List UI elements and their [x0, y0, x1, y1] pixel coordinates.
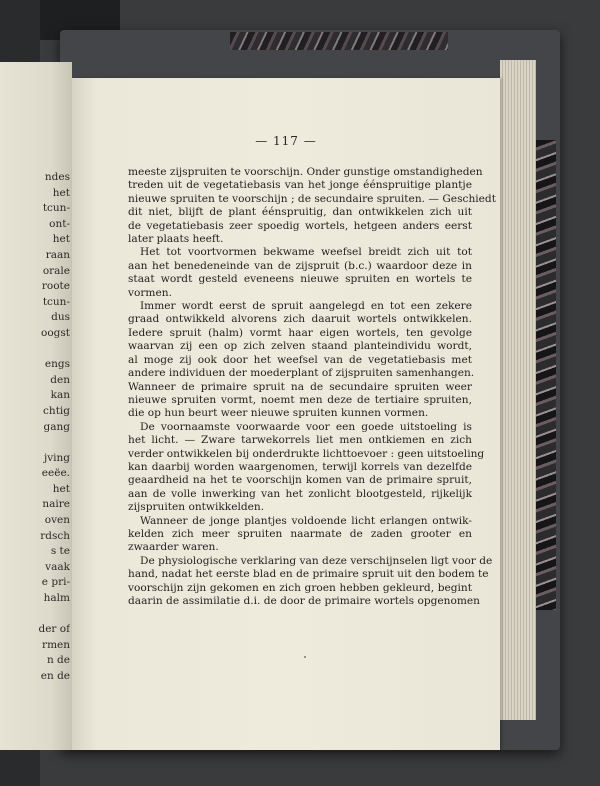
text-line: zwaarder waren. [128, 541, 219, 554]
left-text-fragment: jving [43, 451, 70, 464]
paper-speck [304, 656, 306, 658]
text-line: nieuwe spruiten vormt, noemt men deze de tertiaire spruiten, [128, 393, 472, 406]
text-line: kelden zich meer spruiten naarmate de zaden grooter en [128, 527, 472, 540]
left-text-fragment: kan [50, 389, 70, 402]
left-text-fragment: ndes [44, 171, 70, 183]
text-line: andere individuen der moederplant of zijspruiten samenhangen. [128, 367, 475, 380]
left-text-fragment: dus [51, 311, 70, 324]
left-text-fragment: tcun- [42, 202, 70, 215]
text-line: meeste zijspruiten te voorschijn. Onder gunstige omstandigheden [128, 166, 483, 178]
left-page-text [0, 170, 70, 685]
page-edges [500, 60, 536, 720]
text-line: Iedere spruit (halm) vormt haar eigen wortels, ten gevolge [128, 326, 472, 339]
left-text-fragment: vaak [45, 560, 70, 573]
left-text-fragment: tcun- [42, 295, 70, 308]
text-line: dit niet, blijft de plant éénspruitig, dan ontwikkelen zich uit [128, 206, 472, 219]
left-text-fragment: ont- [49, 217, 70, 230]
text-line: hand, nadat het eerste blad en de primaire spruit uit den bodem te [128, 568, 489, 581]
left-text-fragment: den [50, 373, 70, 386]
text-line: het licht. — Zware tarwekorrels liet men ontkiemen en zich [128, 434, 472, 447]
text-line: zijspruiten ontwikkelden. [128, 501, 265, 514]
left-text-fragment: orale [42, 264, 70, 277]
left-text-fragment: het [52, 482, 70, 495]
left-text-fragment: roote [41, 280, 70, 293]
left-text-fragment [0, 342, 70, 358]
left-text-fragment: engs [44, 358, 70, 371]
left-text-fragment: chtig [43, 404, 70, 417]
text-line: De physiologische verklaring van deze verschijnselen ligt voor de [140, 554, 493, 567]
left-text-fragment: e pri- [41, 576, 70, 589]
text-line: nieuwe spruiten te voorschijn ; de secundaire spruiten. — Geschiedt [128, 192, 496, 205]
right-page [72, 78, 500, 750]
text-line: staat wordt gesteld eveneens nieuwe spruiten en wortels te [128, 273, 472, 286]
left-text-fragment: oven [44, 514, 70, 527]
text-line: vormen. [128, 286, 172, 299]
left-text-fragment: der of [38, 623, 70, 636]
left-text-fragment: oogst [41, 326, 70, 339]
text-line: verder ontwikkelen bij onderdrukte lichttoevoer : geen uitstoeling [128, 447, 485, 460]
left-text-fragment: s te [50, 545, 70, 558]
left-text-fragment: het [52, 233, 70, 246]
text-line: aan de volle inwerking van het zonlicht blootgesteld, rijkelijk [128, 487, 472, 500]
text-line: Wanneer de primaire spruit na de secundaire spruiten weer [128, 380, 472, 393]
left-text-fragment: raan [45, 248, 70, 261]
left-text-fragment: halm [43, 592, 70, 605]
text-line: later plaats heeft. [128, 233, 224, 246]
page-number: — 117 — [255, 134, 317, 148]
left-text-fragment [0, 435, 70, 451]
left-text-fragment: rdsch [40, 529, 70, 542]
text-line: al moge zij ook door het weefsel van de vegetatiebasis met [128, 353, 472, 366]
text-line: aan het benedeneinde van de zijspruit (b.c.) waardoor deze in [128, 259, 472, 272]
text-line: voorschijn zijn gekomen en zich groen hebben gekleurd, begint [128, 581, 472, 594]
left-text-fragment: gang [43, 420, 70, 433]
text-line: Het tot voortvormen bekwame weefsel breidt zich uit tot [140, 246, 472, 259]
text-line: treden uit de vegetatiebasis van het jonge éénspruitige plantje [128, 179, 472, 192]
left-text-fragment: rmen [42, 638, 70, 651]
text-line: Wanneer de jonge plantjes voldoende licht erlangen ontwik- [140, 514, 472, 527]
marbled-edge-right [536, 140, 556, 610]
text-line: waarvan zij een op zich zelven staand planteindividu wordt, [128, 340, 472, 353]
text-line: De voornaamste voorwaarde voor een goede uitstoeling is [140, 420, 472, 433]
text-line: die op hun beurt weer nieuwe spruiten kunnen vormen. [128, 407, 429, 420]
left-text-fragment [0, 607, 70, 623]
marbled-edge-top [230, 32, 448, 50]
text-line: geaardheid na het te voorschijn komen van de primaire spruit, [128, 474, 472, 487]
left-text-fragment: en de [40, 670, 70, 682]
body-text [128, 166, 496, 608]
text-line: kan daarbij worden waargenomen, terwijl korrels van dezelfde [128, 460, 472, 473]
text-line: de vegetatiebasis zeer spoedig wortels, hetgeen anders eerst [128, 219, 472, 232]
left-text-fragment: eeëe. [41, 467, 70, 480]
left-text-fragment: het [52, 186, 70, 199]
left-text-fragment: n de [46, 654, 70, 667]
text-line: Immer wordt eerst de spruit aangelegd en tot een zekere [140, 300, 472, 313]
text-line: graad ontwikkeld alvorens zich daaruit wortels ontwikkelen. [128, 313, 472, 326]
text-line: daarin de assimilatie d.i. de door de primaire wortels opgenomen [128, 595, 481, 607]
left-text-fragment: naire [42, 498, 70, 511]
